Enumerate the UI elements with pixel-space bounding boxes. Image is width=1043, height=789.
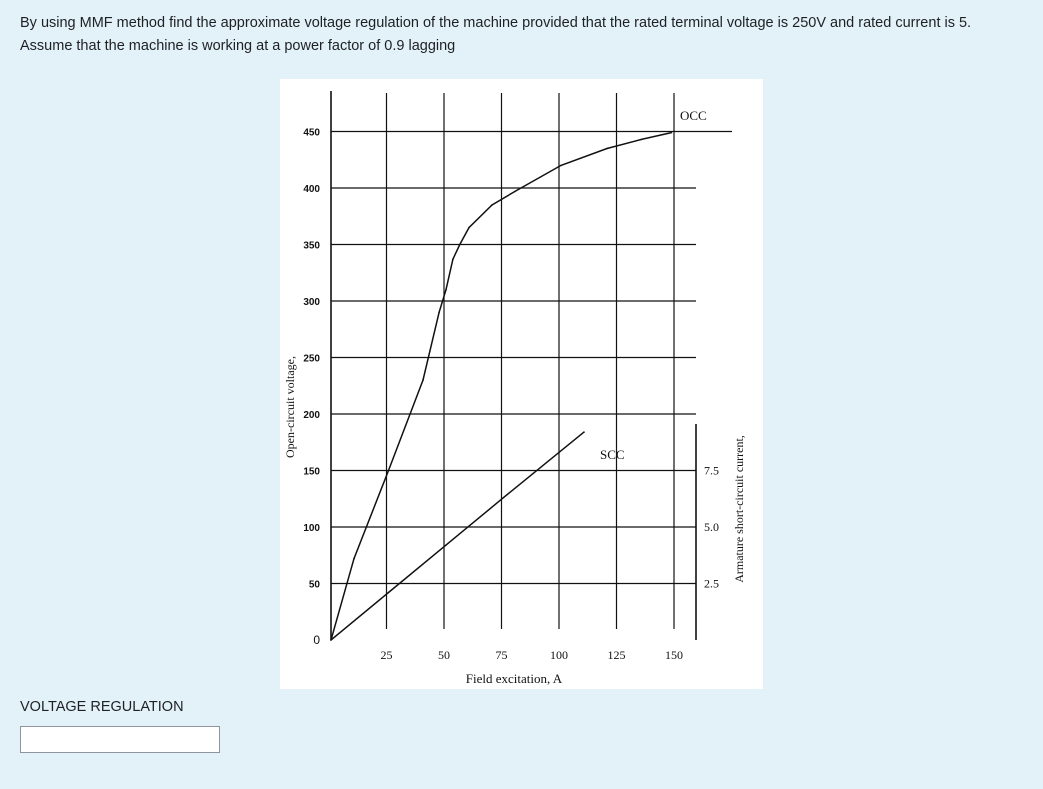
- series-point-occ-7: [459, 244, 461, 246]
- series-point-occ-2: [388, 470, 390, 472]
- y2-tick-label-7.5: 7.5: [704, 463, 719, 478]
- x-tick-label-125: 125: [607, 648, 626, 662]
- chart-grid: [331, 91, 732, 640]
- series-point-occ-1: [353, 558, 355, 560]
- chart-labels: [283, 108, 746, 686]
- series-point-occ-3: [422, 379, 424, 381]
- question-text: [20, 12, 1030, 58]
- voltage-regulation-input[interactable]: [20, 726, 220, 753]
- series-label-scc: SCC: [600, 447, 625, 462]
- y-tick-label-150: 150: [303, 466, 320, 478]
- y-tick-label-300: 300: [303, 297, 320, 308]
- y-tick-label-100: 100: [303, 523, 320, 534]
- series-label-occ: OCC: [680, 108, 707, 123]
- x-tick-label-150: 150: [665, 648, 683, 662]
- x-tick-label-50: 50: [438, 648, 450, 662]
- series-point-occ-12: [606, 148, 608, 150]
- y-tick-label-250: 250: [303, 353, 320, 365]
- series-point-occ-14: [671, 132, 673, 134]
- occ-scc-figure: [280, 79, 763, 689]
- y-tick-label-200: 200: [303, 410, 320, 421]
- x-tick-label-75: 75: [495, 648, 508, 662]
- y2-tick-label-5.0: 5.0: [704, 520, 719, 534]
- x-axis-title: Field excitation, A: [465, 671, 563, 686]
- y-tick-label-450: 450: [303, 127, 320, 139]
- question-line-2: Assume that the machine is working at a power factor of 0.9 lagging: [20, 38, 456, 54]
- series-point-scc-2: [445, 544, 447, 546]
- y2-tick-label-2.5: 2.5: [704, 576, 719, 591]
- y-axis-title: Open-circuit voltage,: [283, 356, 297, 458]
- y-tick-label-400: 400: [303, 184, 320, 195]
- series-point-scc-3: [503, 497, 505, 499]
- series-point-occ-10: [514, 191, 516, 193]
- x-tick-label-100: 100: [550, 648, 568, 662]
- series-point-occ-9: [491, 204, 493, 206]
- answer-label: VOLTAGE REGULATION: [20, 699, 184, 715]
- series-point-scc-1: [388, 592, 390, 594]
- y-tick-label-350: 350: [303, 240, 320, 252]
- series-point-occ-13: [641, 139, 643, 141]
- series-point-occ-8: [468, 227, 470, 229]
- series-point-scc-4: [583, 431, 585, 433]
- question-line-1: By using MMF method find the approximate voltage regulation of the machine provided that the rated terminal voltage is 250V and rated current is 5.: [20, 15, 972, 31]
- occ-scc-chart: [280, 79, 763, 689]
- series-point-occ-5: [445, 289, 447, 291]
- y-tick-label-0: 0: [313, 633, 320, 647]
- series-point-occ-4: [438, 312, 440, 314]
- series-point-occ-11: [560, 165, 562, 167]
- series-line-scc: [331, 432, 584, 640]
- series-point-occ-6: [452, 258, 454, 260]
- y2-axis-title: Armature short-circuit current,: [732, 435, 746, 583]
- y-tick-label-50: 50: [308, 579, 320, 591]
- series-point-scc-0: [330, 639, 332, 641]
- x-tick-label-25: 25: [380, 648, 393, 662]
